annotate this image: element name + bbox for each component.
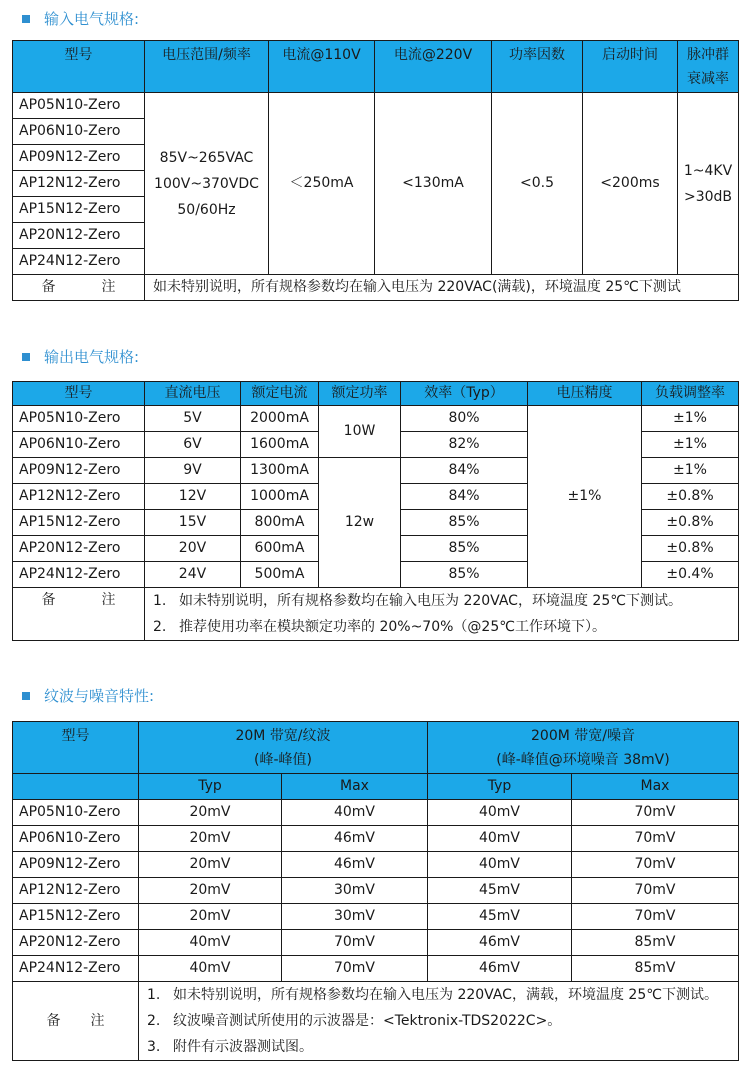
- noise-max-cell: 70mV: [572, 904, 739, 930]
- output-model-cell: AP09N12-Zero: [13, 458, 145, 484]
- ripple-model-cell: AP20N12-Zero: [13, 930, 139, 956]
- ripple-max-cell: 46mV: [282, 826, 428, 852]
- noise-typ-cell: 45mV: [428, 904, 572, 930]
- ripple-typ-cell: 20mV: [139, 826, 282, 852]
- output-note-2: 2. 推荐使用功率在模块额定功率的 20%~70%（@25℃工作环境下）。: [153, 619, 606, 635]
- output-efficiency-cell: 82%: [401, 432, 528, 458]
- ripple-model-cell: AP12N12-Zero: [13, 878, 139, 904]
- ripple-typ-cell: 20mV: [139, 878, 282, 904]
- input-current220-cell: <130mA: [375, 93, 492, 275]
- output-efficiency-cell: 85%: [401, 510, 528, 536]
- output-header-load-reg: 负载调整率: [642, 382, 739, 406]
- output-load-reg-cell: ±0.8%: [642, 536, 739, 562]
- ripple-typ-cell: 40mV: [139, 956, 282, 982]
- output-current-cell: 2000mA: [241, 406, 319, 432]
- input-startup-cell: <200ms: [583, 93, 678, 275]
- output-note-1: 1. 如未特别说明，所有规格参数均在输入电压为 220VAC，环境温度 25℃下测试。: [153, 593, 682, 609]
- input-header-model: 型号: [13, 41, 145, 93]
- input-title-text: 输入电气规格:: [44, 10, 140, 28]
- output-voltage-cell: 15V: [145, 510, 241, 536]
- ripple-subheader-typ: Typ: [139, 774, 282, 800]
- output-voltage-cell: 6V: [145, 432, 241, 458]
- input-model-cell: AP20N12-Zero: [13, 223, 145, 249]
- ripple-noise-table: [12, 721, 739, 1061]
- output-load-reg-cell: ±1%: [642, 406, 739, 432]
- output-current-cell: 500mA: [241, 562, 319, 588]
- ripple-remark-notes: [139, 982, 739, 1061]
- output-current-cell: 1000mA: [241, 484, 319, 510]
- input-header-startup: 启动时间: [583, 41, 678, 93]
- input-current110-cell: ＜250mA: [269, 93, 375, 275]
- output-model-cell: AP15N12-Zero: [13, 510, 145, 536]
- input-spec-table: [12, 40, 739, 301]
- output-model-cell: AP06N10-Zero: [13, 432, 145, 458]
- table-row: [13, 852, 739, 878]
- noise-max-cell: 70mV: [572, 878, 739, 904]
- ripple-typ-cell: 40mV: [139, 930, 282, 956]
- input-burst-cell: 1~4KV >30dB: [678, 93, 739, 275]
- output-remark-notes: [145, 588, 739, 641]
- ripple-subheader-max: Max: [282, 774, 428, 800]
- table-row: [13, 826, 739, 852]
- ripple-title-text: 纹波与噪音特性:: [44, 687, 155, 705]
- table-row: [13, 800, 739, 826]
- output-model-cell: AP24N12-Zero: [13, 562, 145, 588]
- noise-subheader-typ: Typ: [428, 774, 572, 800]
- output-spec-table: [12, 381, 739, 641]
- square-bullet-icon: [22, 15, 30, 23]
- ripple-note-2: 2. 纹波噪音测试所使用的示波器是：<Tektronix-TDS2022C>。: [147, 1013, 562, 1029]
- ripple-max-cell: 70mV: [282, 930, 428, 956]
- output-current-cell: 600mA: [241, 536, 319, 562]
- output-load-reg-cell: ±0.4%: [642, 562, 739, 588]
- output-efficiency-cell: 80%: [401, 406, 528, 432]
- output-load-reg-cell: ±1%: [642, 432, 739, 458]
- ripple-max-cell: 30mV: [282, 904, 428, 930]
- output-section-title: [22, 346, 139, 367]
- input-header-burst: 脉冲群 衰减率: [678, 41, 739, 93]
- output-load-reg-cell: ±0.8%: [642, 510, 739, 536]
- ripple-typ-cell: 20mV: [139, 800, 282, 826]
- noise-typ-cell: 40mV: [428, 826, 572, 852]
- noise-max-cell: 70mV: [572, 826, 739, 852]
- output-header-accuracy: 电压精度: [528, 382, 642, 406]
- noise-typ-cell: 40mV: [428, 800, 572, 826]
- output-voltage-cell: 20V: [145, 536, 241, 562]
- output-current-cell: 1300mA: [241, 458, 319, 484]
- output-voltage-cell: 5V: [145, 406, 241, 432]
- ripple-model-cell: AP15N12-Zero: [13, 904, 139, 930]
- ripple-note-1: 1. 如未特别说明，所有规格参数均在输入电压为 220VAC，满载，环境温度 25℃下测试。: [147, 987, 718, 1003]
- ripple-max-cell: 40mV: [282, 800, 428, 826]
- output-title-text: 输出电气规格:: [44, 348, 140, 366]
- output-header-model: 型号: [13, 382, 145, 406]
- ripple-section-title: [22, 685, 154, 706]
- table-row: [13, 956, 739, 982]
- output-model-cell: AP05N10-Zero: [13, 406, 145, 432]
- ripple-typ-cell: 20mV: [139, 852, 282, 878]
- ripple-subheader-empty: [13, 774, 139, 800]
- output-accuracy-cell: ±1%: [528, 406, 642, 588]
- noise-max-cell: 85mV: [572, 956, 739, 982]
- input-header-voltage: 电压范围/频率: [145, 41, 269, 93]
- noise-typ-cell: 46mV: [428, 930, 572, 956]
- output-efficiency-cell: 84%: [401, 484, 528, 510]
- output-remark-label: 备 注: [13, 588, 145, 641]
- input-pf-cell: <0.5: [492, 93, 583, 275]
- ripple-max-cell: 30mV: [282, 878, 428, 904]
- noise-max-cell: 85mV: [572, 930, 739, 956]
- ripple-max-cell: 46mV: [282, 852, 428, 878]
- input-model-cell: AP12N12-Zero: [13, 171, 145, 197]
- ripple-header-noise: 200M 带宽/噪音 (峰-峰值@环境噪音 38mV): [428, 722, 739, 774]
- output-load-reg-cell: ±0.8%: [642, 484, 739, 510]
- output-current-cell: 1600mA: [241, 432, 319, 458]
- noise-typ-cell: 45mV: [428, 878, 572, 904]
- input-remark-label: 备 注: [13, 275, 145, 301]
- input-voltage-cell: 85V~265VAC 100V~370VDC 50/60Hz: [145, 93, 269, 275]
- output-power-cell: 10W: [319, 406, 401, 458]
- table-row: [13, 930, 739, 956]
- output-efficiency-cell: 84%: [401, 458, 528, 484]
- ripple-note-3: 3. 附件有示波器测试图。: [147, 1039, 313, 1055]
- ripple-header-model: 型号: [13, 722, 139, 774]
- ripple-typ-cell: 20mV: [139, 904, 282, 930]
- output-header-efficiency: 效率（Typ）: [401, 382, 528, 406]
- input-header-pf: 功率因数: [492, 41, 583, 93]
- input-model-cell: AP15N12-Zero: [13, 197, 145, 223]
- input-model-cell: AP09N12-Zero: [13, 145, 145, 171]
- output-voltage-cell: 9V: [145, 458, 241, 484]
- output-efficiency-cell: 85%: [401, 536, 528, 562]
- ripple-remark-label: 备 注: [13, 982, 139, 1061]
- noise-subheader-max: Max: [572, 774, 739, 800]
- input-model-cell: AP24N12-Zero: [13, 249, 145, 275]
- noise-max-cell: 70mV: [572, 800, 739, 826]
- ripple-model-cell: AP06N10-Zero: [13, 826, 139, 852]
- output-current-cell: 800mA: [241, 510, 319, 536]
- table-row: [13, 904, 739, 930]
- noise-typ-cell: 40mV: [428, 852, 572, 878]
- square-bullet-icon: [22, 353, 30, 361]
- ripple-model-cell: AP24N12-Zero: [13, 956, 139, 982]
- output-model-cell: AP12N12-Zero: [13, 484, 145, 510]
- input-model-cell: AP05N10-Zero: [13, 93, 145, 119]
- output-header-power: 额定功率: [319, 382, 401, 406]
- output-load-reg-cell: ±1%: [642, 458, 739, 484]
- ripple-header-ripple: 20M 带宽/纹波 (峰-峰值): [139, 722, 428, 774]
- output-voltage-cell: 24V: [145, 562, 241, 588]
- output-power-cell: 12w: [319, 458, 401, 588]
- output-header-voltage: 直流电压: [145, 382, 241, 406]
- input-section-title: [22, 8, 139, 29]
- ripple-max-cell: 70mV: [282, 956, 428, 982]
- ripple-model-cell: AP05N10-Zero: [13, 800, 139, 826]
- input-header-current110: 电流@110V: [269, 41, 375, 93]
- table-row: [13, 878, 739, 904]
- ripple-model-cell: AP09N12-Zero: [13, 852, 139, 878]
- output-header-current: 额定电流: [241, 382, 319, 406]
- output-voltage-cell: 12V: [145, 484, 241, 510]
- output-efficiency-cell: 85%: [401, 562, 528, 588]
- square-bullet-icon: [22, 692, 30, 700]
- input-model-cell: AP06N10-Zero: [13, 119, 145, 145]
- noise-typ-cell: 46mV: [428, 956, 572, 982]
- input-remark-text: 如未特别说明，所有规格参数均在输入电压为 220VAC(满载)，环境温度 25℃下测试: [145, 275, 739, 301]
- output-model-cell: AP20N12-Zero: [13, 536, 145, 562]
- input-header-current220: 电流@220V: [375, 41, 492, 93]
- noise-max-cell: 70mV: [572, 852, 739, 878]
